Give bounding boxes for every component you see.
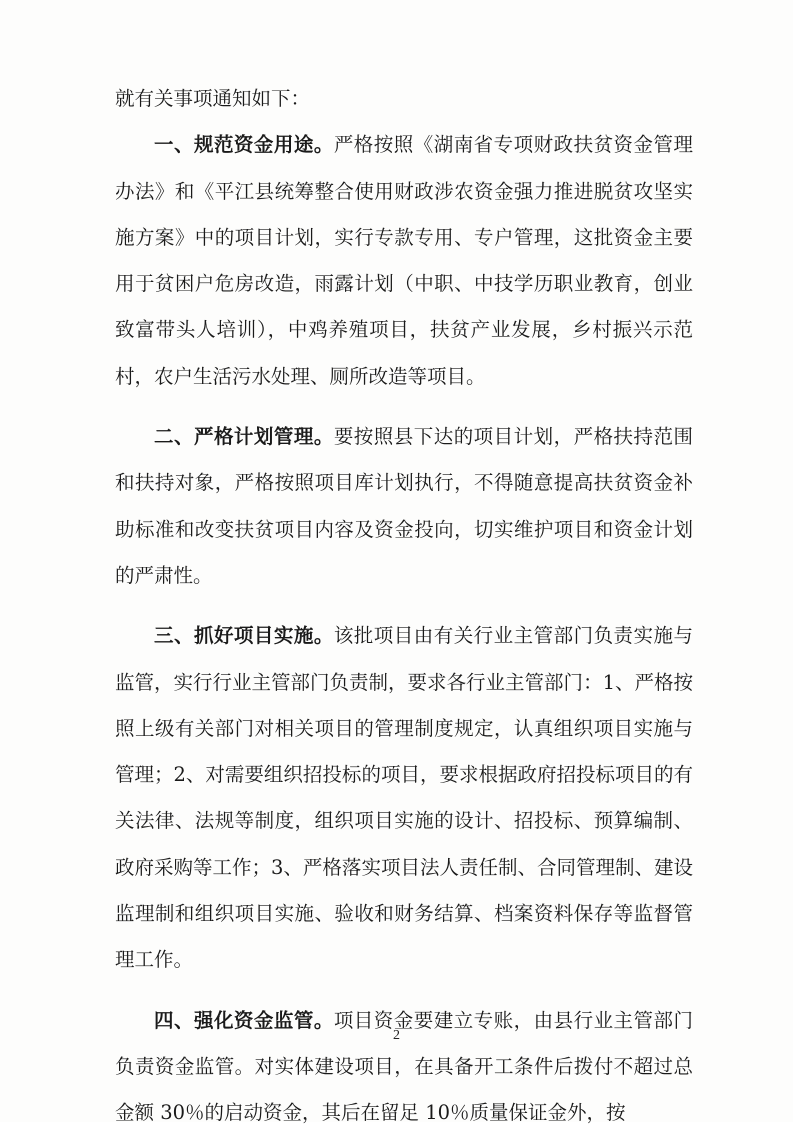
section-3-heading: 三、抓好项目实施。 — [154, 624, 334, 648]
section-2-text: 要按照县下达的项目计划，严格扶持范围和扶持对象，严格按照项目库计划执行，不得随意提高扶贫资金补助标准和改变扶贫项目内容及资金投向，切实维护项目和资金计划的严肃性。 — [115, 425, 693, 587]
page-number: 2 — [393, 1028, 400, 1043]
section-3-text: 该批项目由有关行业主管部门负责实施与监管，实行行业主管部门负责制，要求各行业主管部门：1、严格按照上级有关部门对相关项目的管理制度规定，认真组织项目实施与管理；2、对需要组织招投标的项目，要求根据政府招投标项目的有关法律、法规等制度，组织项目实施的设计、招投标、预算编制、政府采购等工作；3、严格落实项目法人责任制、合同管理制、建设监理制和组织项目实施、验收和财务结算、档案资料保存等监督管理工作。 — [115, 624, 693, 972]
section-1-paragraph — [115, 122, 693, 400]
section-4-heading: 四、强化资金监管。 — [154, 1008, 334, 1032]
section-2-paragraph — [115, 414, 693, 599]
document-body — [115, 76, 693, 1137]
section-4-text: 项目资金要建立专账，由县行业主管部门负责资金监管。对实体建设项目，在具备开工条件后拨付不超过总金额 30％的启动资金，其后在留足 10％质量保证金外，按 — [115, 1008, 693, 1125]
intro-line: 就有关事项通知如下： — [115, 87, 311, 110]
section-3-paragraph — [115, 613, 693, 983]
section-2-heading: 二、严格计划管理。 — [154, 425, 334, 449]
section-1-text: 严格按照《湖南省专项财政扶贫资金管理办法》和《平江县统筹整合使用财政涉农资金强力推进脱贫攻坚实施方案》中的项目计划，实行专款专用、专户管理，这批资金主要用于贫困户危房改造，雨露计划（中职、中技学历职业教育，创业致富带头人培训），中鸡养殖项目，扶贫产业发展，乡村振兴示范村，农户生活污水处理、厕所改造等项目。 — [115, 133, 693, 388]
section-1-heading: 一、规范资金用途。 — [154, 133, 334, 157]
section-4-paragraph — [115, 998, 693, 1137]
